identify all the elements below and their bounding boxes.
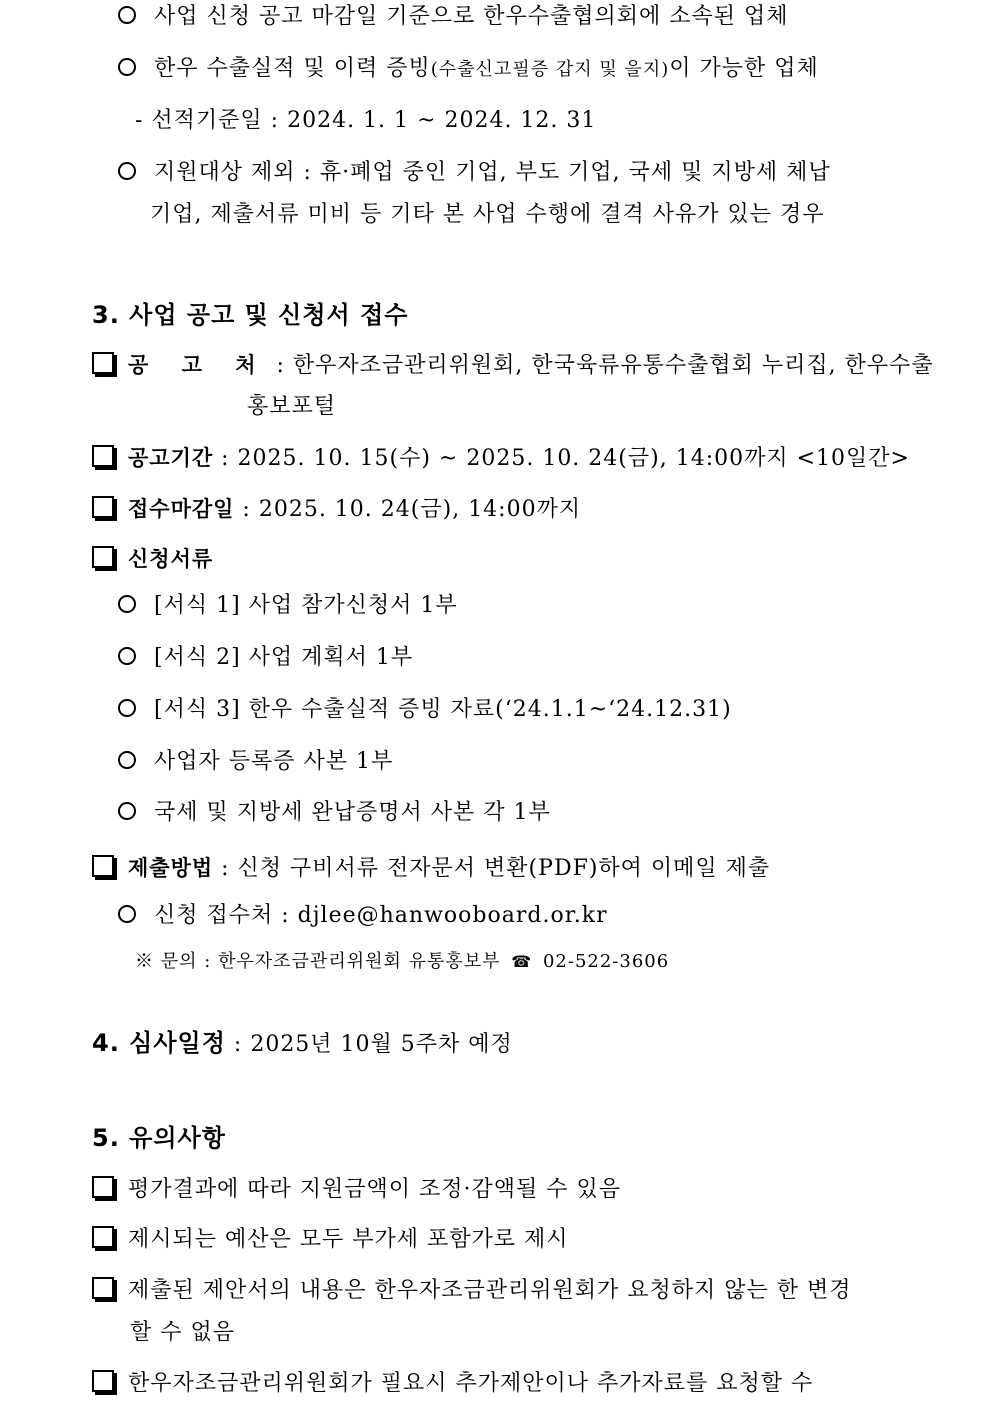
checkbox-bullet-icon [92, 496, 114, 518]
checkbox-bullet-icon [92, 1370, 114, 1392]
circle-bullet-icon [118, 162, 136, 180]
notice-row-continuation: 홍보포털 [247, 394, 337, 419]
circle-bullet-icon [118, 699, 136, 717]
period-row: 공고기간 : 2025. 10. 15(수) ~ 2025. 10. 24(금), 14:00까지 <10일간> [92, 443, 910, 474]
checkbox-bullet-icon [92, 1176, 114, 1198]
receipt-row: 신청 접수처 : djlee@hanwooboard.or.kr [118, 901, 608, 931]
eligibility-item-continuation: 기업, 제출서류 미비 등 기타 본 사업 수행에 결격 사유가 있는 경우 [150, 202, 825, 227]
section-heading: 3. 사업 공고 및 신청서 접수 [92, 301, 409, 329]
submit-row: 제출방법 : 신청 구비서류 전자문서 변환(PDF)하여 이메일 제출 [92, 853, 770, 884]
eligibility-item: 지원대상 제외 : 휴·폐업 중인 기업, 부도 기업, 국세 및 지방세 체납 [118, 158, 831, 188]
list-item: [서식 2] 사업 계획서 1부 [118, 643, 413, 673]
circle-bullet-icon [118, 905, 136, 923]
circle-bullet-icon [118, 802, 136, 820]
eligibility-item: 한우 수출실적 및 이력 증빙(수출신고필증 갑지 및 을지)이 가능한 업체 [118, 54, 819, 85]
circle-bullet-icon [118, 6, 136, 24]
list-item: [서식 3] 한우 수출실적 증빙 자료(‘24.1.1~‘24.12.31) [118, 695, 732, 725]
eligibility-item: 사업 신청 공고 마감일 기준으로 한우수출협의회에 소속된 업체 [118, 2, 789, 32]
checkbox-bullet-icon [92, 546, 114, 568]
circle-bullet-icon [118, 58, 136, 76]
deadline-row: 접수마감일 : 2025. 10. 24(금), 14:00까지 [92, 494, 581, 525]
caution-item: 한우자조금관리위원회가 필요시 추가제안이나 추가자료를 요청할 수 [92, 1369, 813, 1399]
section4-row: 4. 심사일정 : 2025년 10월 5주차 예정 [92, 1029, 513, 1057]
list-item: 국세 및 지방세 완납증명서 사본 각 1부 [118, 798, 551, 828]
list-item: [서식 1] 사업 참가신청서 1부 [118, 591, 458, 621]
section-heading: 5. 유의사항 [92, 1124, 226, 1152]
checkbox-bullet-icon [92, 352, 114, 374]
checkbox-bullet-icon [92, 855, 114, 877]
checkbox-bullet-icon [92, 445, 114, 467]
caution-item: 제시되는 예산은 모두 부가세 포함가로 제시 [92, 1225, 569, 1255]
inquiry-note: ※ 문의 : 한우자조금관리위원회 유통홍보부 ☎ 02-522-3606 [135, 947, 669, 977]
checkbox-bullet-icon [92, 1226, 114, 1248]
circle-bullet-icon [118, 595, 136, 613]
telephone-icon: ☎ [511, 952, 533, 971]
checkbox-bullet-icon [92, 1277, 114, 1299]
circle-bullet-icon [118, 647, 136, 665]
list-item: 사업자 등록증 사본 1부 [118, 747, 393, 777]
shipping-date-criteria: - 선적기준일 : 2024. 1. 1 ~ 2024. 12. 31 [135, 108, 597, 133]
caution-item: 제출된 제안서의 내용은 한우자조금관리위원회가 요청하지 않는 한 변경 [92, 1276, 852, 1306]
docs-row: 신청서류 [92, 544, 213, 575]
circle-bullet-icon [118, 751, 136, 769]
notice-row: 공 고 처 : 한우자조금관리위원회, 한국육류유통수출협회 누리집, 한우수출 [92, 350, 934, 381]
caution-item-continuation: 할 수 없음 [130, 1320, 235, 1345]
caution-item: 평가결과에 따라 지원금액이 조정·감액될 수 있음 [92, 1175, 621, 1205]
